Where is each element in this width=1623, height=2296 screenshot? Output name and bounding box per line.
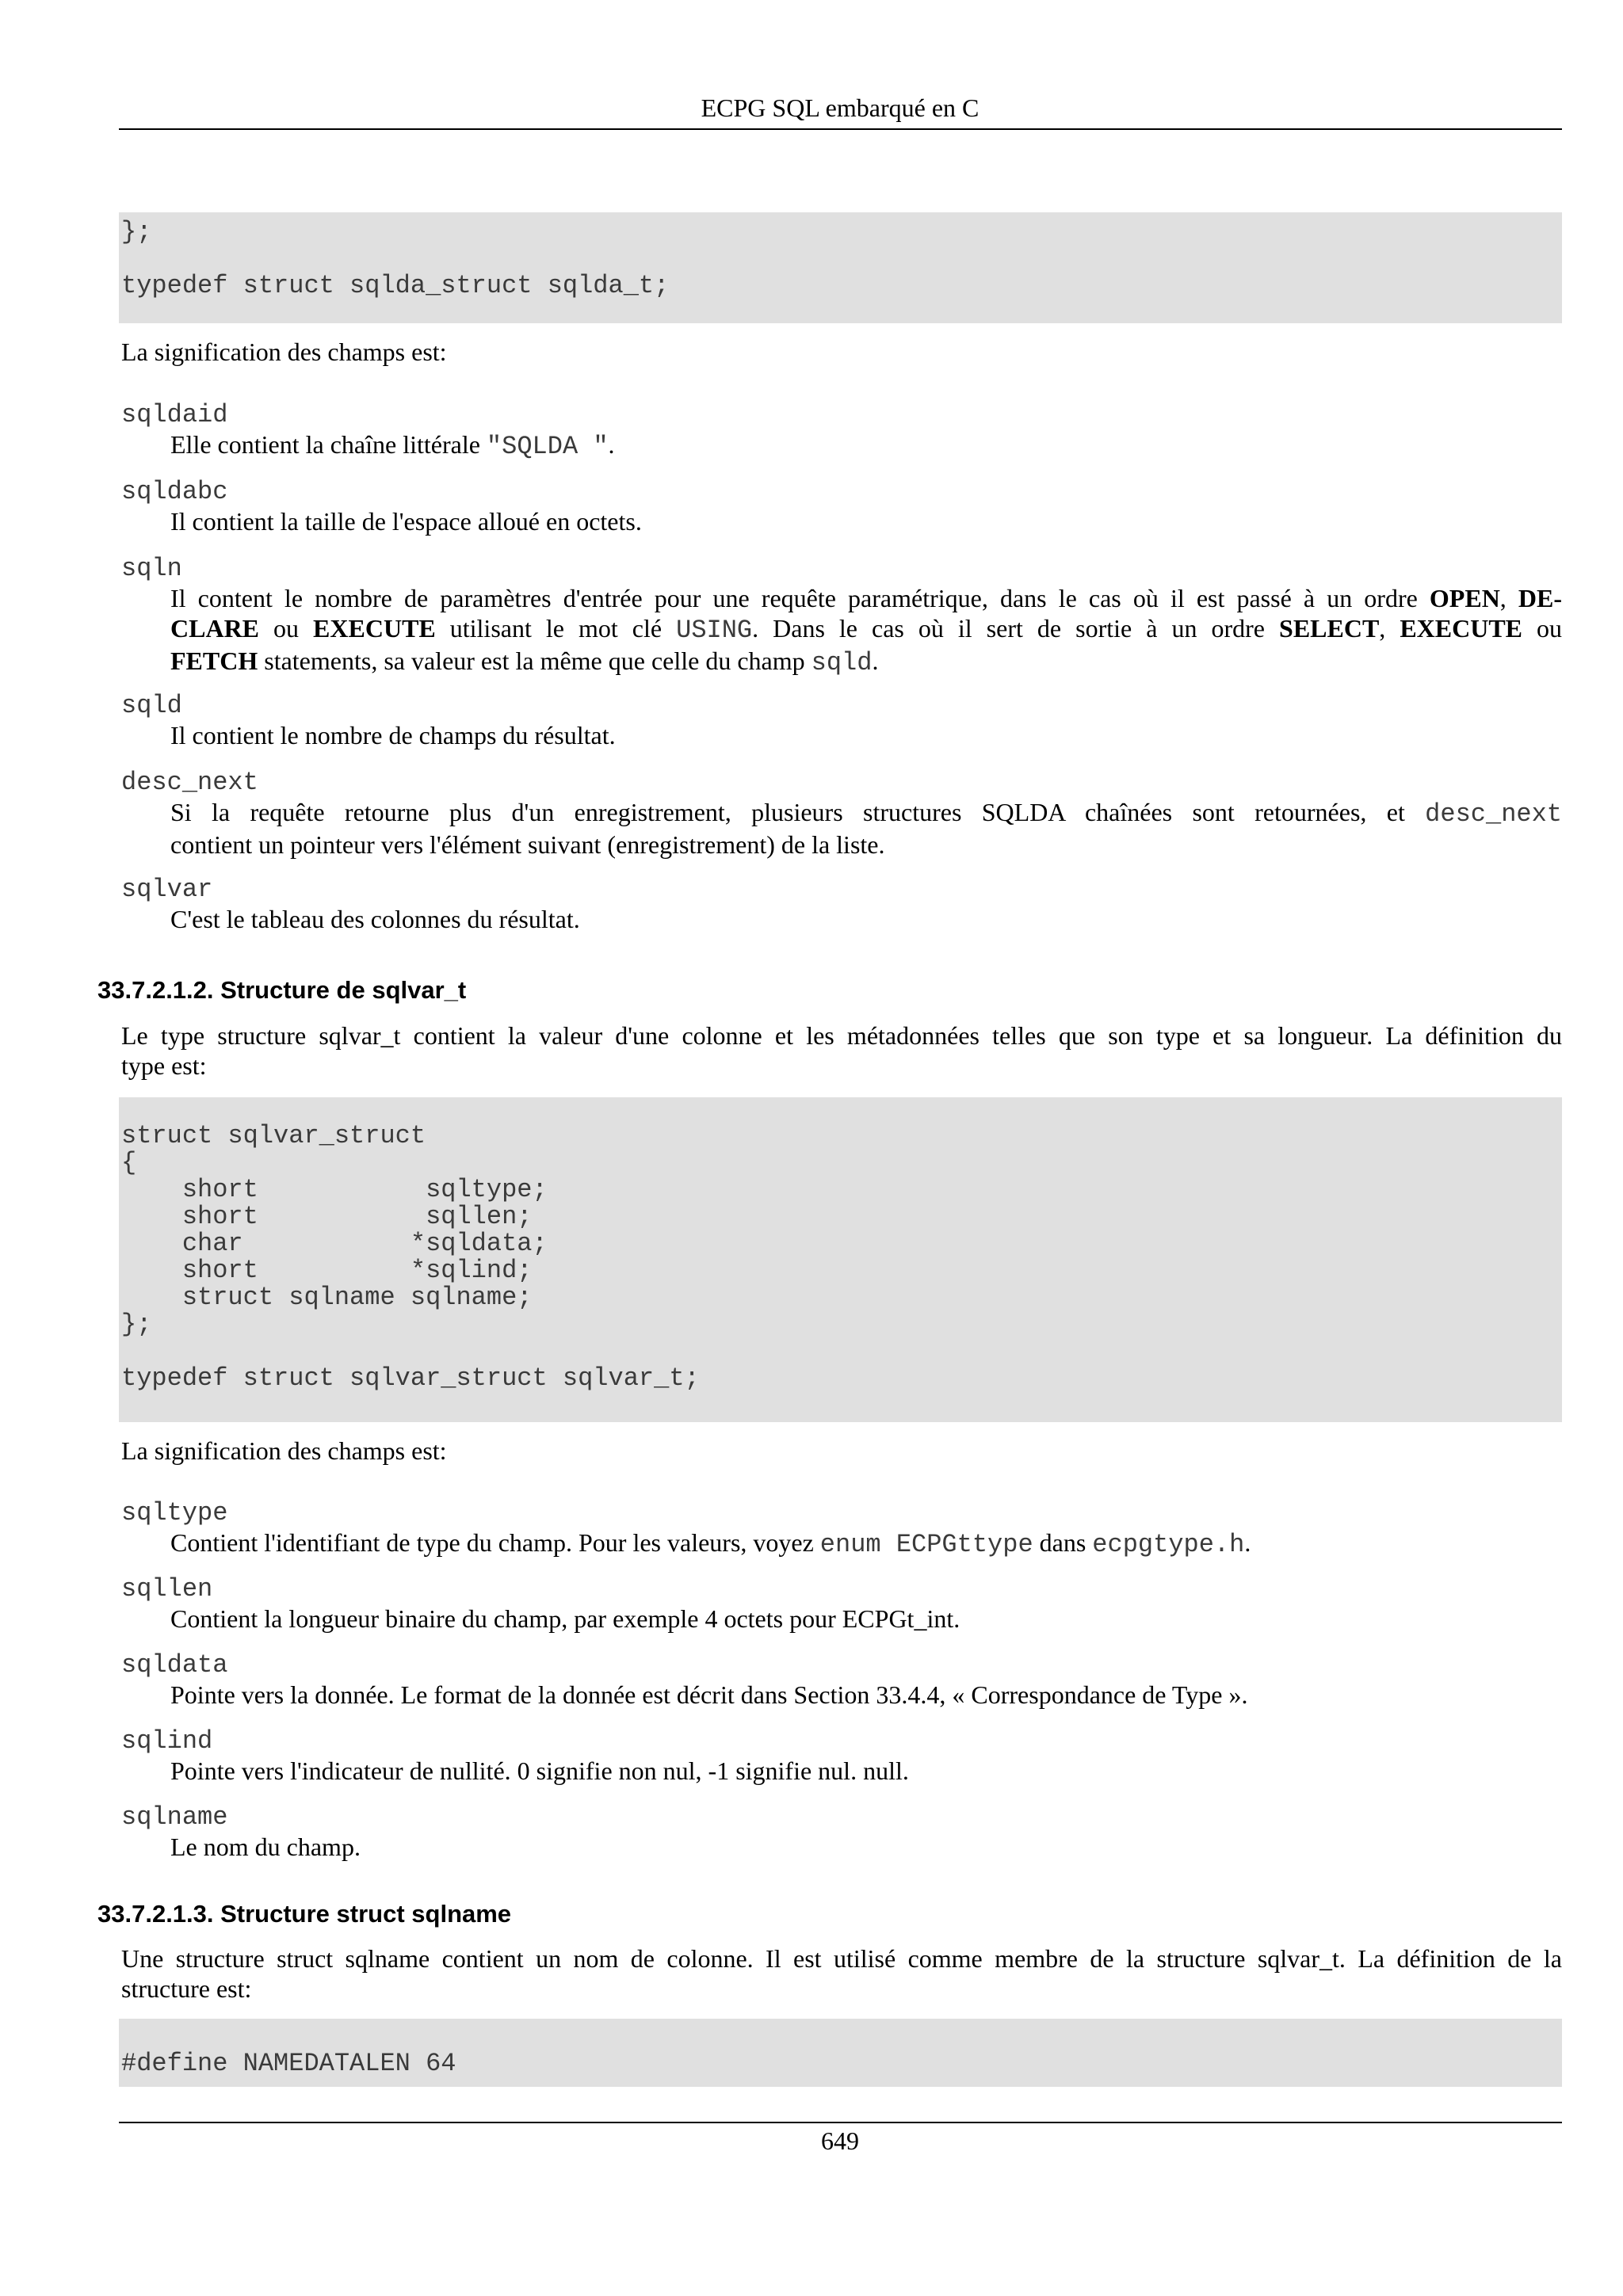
fields-intro: La signification des champs est: xyxy=(121,1436,447,1465)
section-paragraph: Une structure struct sqlname contient un nom de colonne. Il est utilisé comme membre de la structure sqlvar_t. La définition de la structure est: xyxy=(121,1944,1562,2003)
field-definition xyxy=(170,797,1562,860)
field-definition xyxy=(170,583,1562,678)
page-number: 649 xyxy=(821,2126,859,2155)
code-line: struct sqlvar_struct xyxy=(121,1121,426,1150)
field-term: sqlind xyxy=(121,1726,213,1756)
section-heading: 33.7.2.1.3. Structure struct sqlname xyxy=(97,1900,512,1928)
code-line: #define NAMEDATALEN 64 xyxy=(121,2049,456,2078)
header-divider xyxy=(119,128,1562,130)
field-term: sqld xyxy=(121,691,182,720)
field-definition xyxy=(170,429,1562,462)
code-line: struct sqlname sqlname; xyxy=(121,1283,533,1312)
code-line: char *sqldata; xyxy=(121,1229,548,1258)
field-term: sqllen xyxy=(121,1574,213,1604)
field-definition: Le nom du champ. xyxy=(170,1833,361,1861)
field-term: sqlvar xyxy=(121,875,213,904)
code-line: }; xyxy=(121,1310,152,1339)
field-definition: Pointe vers l'indicateur de nullité. 0 signifie non nul, -1 signifie nul. null. xyxy=(170,1756,909,1785)
field-term: sqlname xyxy=(121,1802,228,1832)
code-line: short sqltype; xyxy=(121,1175,548,1204)
definition-text: Elle contient la chaîne littérale xyxy=(170,430,487,459)
field-term: sqldata xyxy=(121,1650,228,1680)
field-term: desc_next xyxy=(121,768,258,797)
code-line: { xyxy=(121,1148,137,1177)
section-heading: 33.7.2.1.2. Structure de sqlvar_t xyxy=(97,976,467,1004)
field-term: sqltype xyxy=(121,1498,228,1527)
code-line: short *sqlind; xyxy=(121,1256,533,1285)
definition-text: . xyxy=(608,430,615,459)
definition-line: CLARE ou EXECUTE utilisant le mot clé USING. Dans le cas où il sert de sortie à un ordre SELECT, EXECUTE ou xyxy=(170,614,1563,645)
code-line: typedef struct sqlda_struct sqlda_t; xyxy=(121,271,670,300)
field-definition: Il contient la taille de l'espace alloué en octets. xyxy=(170,507,642,536)
running-header: ECPG SQL embarqué en C xyxy=(701,93,980,122)
code-line: short sqllen; xyxy=(121,1202,533,1231)
code-block-sqlvar-struct xyxy=(119,1097,1562,1422)
field-definition: C'est le tableau des colonnes du résultat. xyxy=(170,905,580,933)
inline-code: "SQLDA " xyxy=(486,432,609,461)
footer-divider xyxy=(119,2122,1562,2123)
definition-line: Si la requête retourne plus d'un enregistrement, plusieurs structures SQLDA chaînées sont retournées, et desc_next xyxy=(170,798,1562,829)
field-term: sqldabc xyxy=(121,477,228,506)
field-definition: Pointe vers la donnée. Le format de la donnée est décrit dans Section 33.4.4, « Correspondance de Type ». xyxy=(170,1680,1248,1709)
section-paragraph: Le type structure sqlvar_t contient la valeur d'une colonne et les métadonnées telles que son type et sa longueur. La définition du type est: xyxy=(121,1021,1562,1080)
code-line: typedef struct sqlvar_struct sqlvar_t; xyxy=(121,1363,700,1393)
definition-line: Il content le nombre de paramètres d'entrée pour une requête paramétrique, dans le cas où il est passé à un ordre OPEN, DE- xyxy=(170,584,1563,612)
field-definition: Contient l'identifiant de type du champ. Pour les valeurs, voyez enum ECPGttype dans ecpgtype.h. xyxy=(170,1528,1251,1559)
fields-intro: La signification des champs est: xyxy=(121,338,447,366)
definition-line: FETCH statements, sa valeur est la même que celle du champ sqld. xyxy=(170,646,879,677)
field-definition: Contient la longueur binaire du champ, par exemple 4 octets pour ECPGt_int. xyxy=(170,1604,960,1633)
code-block-namedatalen xyxy=(119,2019,1562,2087)
field-definition: Il contient le nombre de champs du résultat. xyxy=(170,721,616,749)
field-term: sqldaid xyxy=(121,400,228,429)
code-line: }; xyxy=(121,217,152,246)
field-term: sqln xyxy=(121,554,182,583)
definition-line: contient un pointeur vers l'élément suivant (enregistrement) de la liste. xyxy=(170,830,885,859)
code-block-sqlda-end xyxy=(119,212,1562,323)
